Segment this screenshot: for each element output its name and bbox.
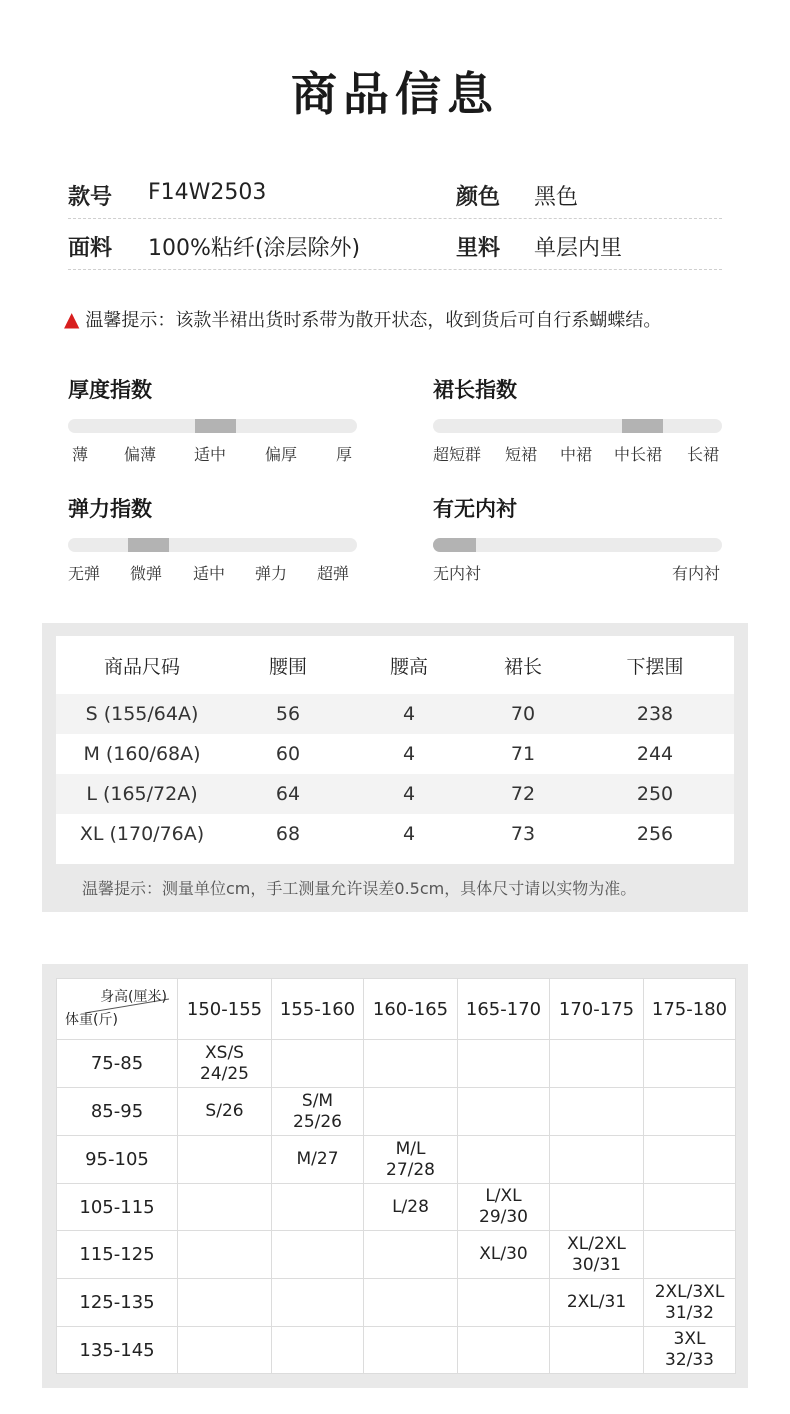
fit-size-cell [644,1040,736,1088]
table-row [56,814,734,854]
fit-size-cell [644,1184,736,1231]
size-table-header-cell: 腰高 [389,655,428,678]
fit-size-cell: M/27 [272,1136,364,1184]
elasticity-index-bar [68,538,357,552]
size-cell: 71 [510,743,536,765]
fit-size-cell [178,1231,272,1279]
thickness-scale-label: 适中 [194,445,227,464]
size-table-note: 温馨提示：测量单位cm，手工测量允许误差0.5cm，具体尺寸请以实物为准。 [82,879,637,898]
lining-index-title: 有无内衬 [433,497,517,521]
fit-size-cell: S/26 [178,1088,272,1136]
thickness-scale-label: 偏厚 [265,445,298,464]
elasticity-index-marker [128,538,169,552]
height-range-header: 170-175 [550,979,644,1040]
table-row [57,1184,736,1231]
height-range-header: 150-155 [178,979,272,1040]
elasticity-scale-label: 超弹 [317,564,350,583]
warning-triangle-icon: ▲ [64,307,80,331]
fit-size-cell [458,1327,550,1374]
size-cell: M (160/68A) [83,743,201,765]
lining-scale-label: 有内衬 [672,564,721,583]
info-row-style [68,168,722,219]
fit-size-cell [644,1231,736,1279]
table-row [56,694,734,734]
length-index-bar [433,419,722,433]
size-cell: XL (170/76A) [79,823,205,845]
fit-size-cell [644,1136,736,1184]
thickness-index-bar [68,419,357,433]
size-cell: 56 [228,694,348,734]
thickness-scale-label: 薄 [72,445,89,464]
size-table-header-cell: 裙长 [503,655,542,678]
size-cell: 70 [470,694,576,734]
table-row [56,734,734,774]
height-range-header: 155-160 [272,979,364,1040]
height-range-header: 160-165 [364,979,458,1040]
size-table-header-cell: 下摆围 [626,655,684,678]
thickness-index-marker [195,419,236,433]
fabric-label: 面料 [68,236,113,261]
size-cell: 250 [576,774,734,814]
fit-size-cell [550,1040,644,1088]
fit-size-cell: XL/2XL 30/31 [550,1231,644,1279]
length-index-title: 裙长指数 [433,378,517,402]
fit-size-cell [458,1279,550,1327]
fit-size-cell: 3XL 32/33 [644,1327,736,1374]
color-value: 黑色 [534,185,579,210]
weight-range-cell: 135-145 [57,1327,178,1374]
table-row [57,1279,736,1327]
length-scale-label: 中长裙 [614,445,663,464]
fit-size-cell [178,1279,272,1327]
height-range-header: 165-170 [458,979,550,1040]
fit-table [56,978,736,1374]
thickness-scale-label: 厚 [336,445,353,464]
fit-size-cell [178,1184,272,1231]
fit-size-cell [178,1327,272,1374]
weight-range-cell: 85-95 [57,1088,178,1136]
size-cell: 4 [348,694,470,734]
fit-size-cell: XS/S 24/25 [178,1040,272,1088]
fit-size-cell: S/M 25/26 [272,1088,364,1136]
fit-size-cell: 2XL/3XL 31/32 [644,1279,736,1327]
fit-size-cell [178,1136,272,1184]
elasticity-scale-label: 无弹 [68,564,101,583]
size-table-panel [42,623,748,912]
lining-scale-label: 无内衬 [433,564,482,583]
size-cell: L (165/72A) [56,774,228,814]
length-scale-label: 中裙 [560,445,593,464]
table-row [56,774,734,814]
fit-size-cell [550,1088,644,1136]
size-cell: 64 [228,774,348,814]
fit-size-cell: M/L 27/28 [364,1136,458,1184]
size-table-header-cell: 腰围 [268,655,307,678]
size-table-header [56,636,734,694]
size-cell: 72 [470,774,576,814]
weight-range-cell: 115-125 [57,1231,178,1279]
fabric-value: 100%粘纤(涂层除外) [148,236,361,261]
fit-table-panel [42,964,748,1388]
table-row [57,1040,736,1088]
size-cell: 244 [636,743,674,765]
length-scale-label: 超短群 [433,445,482,464]
size-cell: 68 [275,823,301,845]
elasticity-index-title: 弹力指数 [68,497,152,521]
fit-size-cell [644,1088,736,1136]
lining-index-marker [433,538,476,552]
size-cell: 60 [275,743,301,765]
elasticity-scale-label: 适中 [193,564,226,583]
fit-size-cell [364,1040,458,1088]
warning-notice [64,306,661,332]
table-row [57,1088,736,1136]
size-cell: 238 [576,694,734,734]
fit-size-cell [550,1327,644,1374]
style-no-label: 款号 [68,185,113,210]
fit-table-corner [57,979,178,1040]
color-label: 颜色 [456,185,501,210]
height-range-header: 175-180 [644,979,736,1040]
fit-size-cell [364,1279,458,1327]
fit-size-cell [550,1184,644,1231]
table-row [57,1136,736,1184]
weight-range-cell: 105-115 [57,1184,178,1231]
fit-size-cell [364,1327,458,1374]
info-row-fabric [68,219,722,270]
size-cell: 4 [402,823,416,845]
weight-range-cell: 75-85 [57,1040,178,1088]
size-cell: 256 [636,823,674,845]
fit-size-cell [458,1136,550,1184]
fit-size-cell [364,1088,458,1136]
fit-size-cell: XL/30 [458,1231,550,1279]
fit-size-cell [458,1088,550,1136]
size-cell: S (155/64A) [56,694,228,734]
style-no-value: F14W2503 [148,180,267,205]
size-cell: 4 [402,743,416,765]
weight-range-cell: 125-135 [57,1279,178,1327]
weight-axis-label: 体重(斤) [65,1012,118,1028]
lining-value: 单层内里 [534,236,623,261]
fit-size-cell: L/28 [364,1184,458,1231]
fit-size-cell [458,1040,550,1088]
size-table-card [56,636,734,864]
size-table [56,636,734,854]
lining-index-bar [433,538,722,552]
fit-size-cell: L/XL 29/30 [458,1184,550,1231]
thickness-scale-label: 偏薄 [124,445,157,464]
fit-size-cell [272,1040,364,1088]
fit-size-cell: 2XL/31 [550,1279,644,1327]
size-cell: 73 [510,823,536,845]
length-index-marker [622,419,663,433]
size-cell: 4 [348,774,470,814]
fit-table-header [57,979,736,1040]
table-row [57,1327,736,1374]
height-axis-label: 身高(厘米) [100,989,167,1005]
fit-size-cell [272,1327,364,1374]
size-table-header-cell: 商品尺码 [103,655,180,678]
fit-size-cell [550,1136,644,1184]
weight-range-cell: 95-105 [57,1136,178,1184]
elasticity-scale-label: 弹力 [255,564,288,583]
length-scale-label: 长裙 [687,445,720,464]
fit-size-cell [272,1184,364,1231]
length-scale-label: 短裙 [505,445,538,464]
table-row [57,1231,736,1279]
page-title: 商品信息 [291,67,499,121]
elasticity-scale-label: 微弹 [130,564,163,583]
thickness-index-title: 厚度指数 [68,378,152,402]
lining-label: 里料 [456,236,501,261]
fit-size-cell [272,1231,364,1279]
fit-size-cell [272,1279,364,1327]
warning-text: 温馨提示：该款半裙出货时系带为散开状态，收到货后可自行系蝴蝶结。 [85,310,662,331]
fit-size-cell [364,1231,458,1279]
